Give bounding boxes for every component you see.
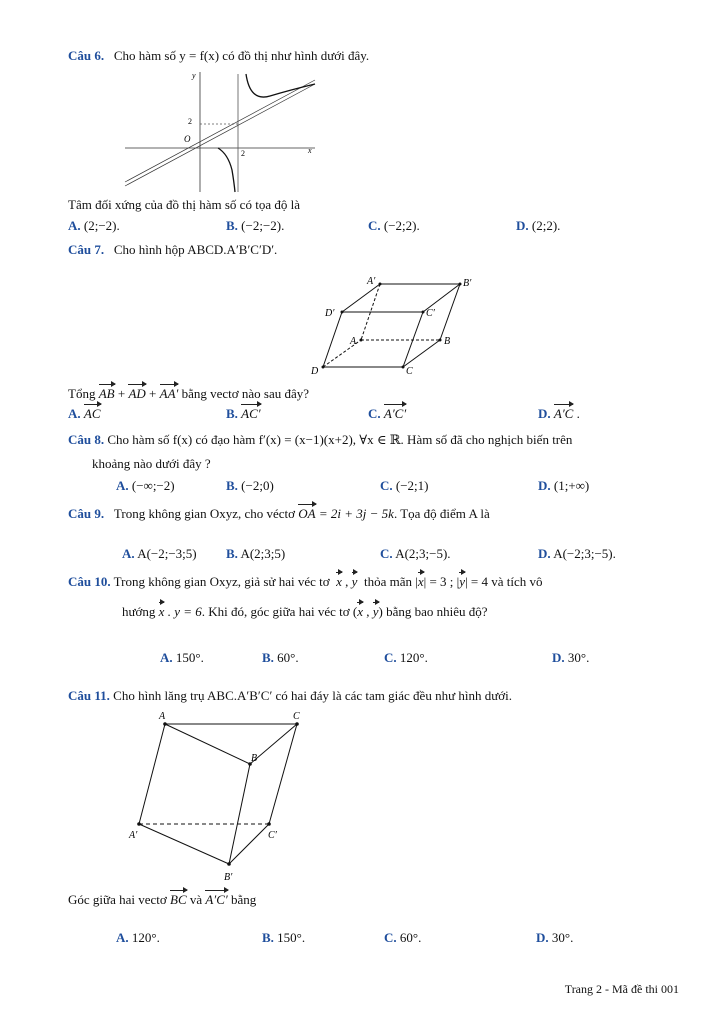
- graph-y-label: y: [192, 71, 196, 80]
- q9-option-d: D. A(−2;3;−5).: [538, 546, 616, 561]
- q11-option-c: C. 60°.: [384, 930, 422, 945]
- q8-text2: khoảng nào dưới đây ?: [92, 456, 211, 471]
- graph-tick-x: 2: [241, 149, 245, 158]
- q10-option-d: D. 30°.: [552, 650, 590, 665]
- q9-option-c: C. A(2;3;−5).: [380, 546, 451, 561]
- q8-option-d: D. (1;+∞): [538, 478, 590, 493]
- q10-option-b: B. 60°.: [262, 650, 299, 665]
- q8-line: [68, 432, 572, 448]
- q7-text: Cho hình hộp ABCD.A′B′C′D′.: [113, 242, 278, 257]
- q6-option-b: B. (−2;−2).: [226, 218, 285, 233]
- q9-option-b: B. A(2;3;5): [226, 546, 286, 561]
- q11-text: Cho hình lăng trụ ABC.A′B′C′ có hai đáy là các tam giác đều như hình dưới.: [113, 688, 513, 703]
- q7-line: [68, 242, 277, 258]
- graph-origin: O: [184, 134, 191, 144]
- q7-label: Câu 7.: [68, 242, 105, 257]
- q6-option-d: D. (2;2).: [516, 218, 561, 233]
- q10-line2: hướng x . y = 6. Khi đó, góc giữa hai véc tơ (x , y) bằng bao nhiêu độ?: [122, 604, 488, 619]
- q6-graph: [120, 70, 320, 195]
- page-footer: Trang 2 - Mã đề thi 001: [564, 982, 679, 996]
- q10-option-a: A. 150°.: [160, 650, 204, 665]
- q7-option-a: A. AC: [68, 406, 101, 421]
- q6-line: [68, 48, 369, 64]
- q8-label: Câu 8.: [68, 432, 105, 447]
- q8-option-b: B. (−2;0): [226, 478, 274, 493]
- prism-label-c: C: [293, 711, 300, 722]
- q6-option-c: C. (−2;2).: [368, 218, 420, 233]
- q7-question: Tổng AB + AD + AA′ bằng vectơ nào sau đây?: [68, 386, 310, 401]
- q7-option-b: B. AC′: [226, 406, 261, 421]
- box-label-a1: A′: [367, 276, 376, 287]
- q9-option-a: A. A(−2;−3;5): [122, 546, 197, 561]
- q11-label: Câu 11.: [68, 688, 110, 703]
- q9-line: Câu 9. Trong không gian Oxyz, cho véctơ OA = 2i + 3j − 5k. Tọa độ điểm A là: [68, 506, 490, 521]
- prism-label-a1: A′: [129, 830, 138, 841]
- box-label-c1: C′: [426, 308, 435, 319]
- q11-option-b: B. 150°.: [262, 930, 306, 945]
- box-label-d: D: [311, 366, 319, 377]
- q6-text: Cho hàm số y = f(x) có đồ thị như hình dưới đây.: [113, 48, 370, 63]
- q7-option-d: D. A′C .: [538, 406, 580, 421]
- q10-label: Câu 10.: [68, 574, 111, 589]
- q10-option-c: C. 120°.: [384, 650, 428, 665]
- q6-question: Tâm đối xứng của đồ thị hàm số có tọa độ là: [68, 197, 300, 212]
- q7-box-figure: [305, 272, 490, 382]
- box-label-a: A: [350, 336, 357, 347]
- q7-option-c: C. A′C′: [368, 406, 407, 421]
- q6-option-a: A. (2;−2).: [68, 218, 120, 233]
- prism-label-b1: B′: [224, 872, 233, 883]
- q8-option-c: C. (−2;1): [380, 478, 429, 493]
- q8-option-a: A. (−∞;−2): [116, 478, 175, 493]
- graph-tick-y: 2: [188, 117, 192, 126]
- q8-text: Cho hàm số f(x) có đạo hàm f′(x) = (x−1)(x+2), ∀x ∈ ℝ. Hàm số đã cho nghịch biến trên: [107, 432, 573, 447]
- q9-label: Câu 9.: [68, 506, 105, 521]
- q10-line1: Câu 10. Trong không gian Oxyz, giả sử hai véc tơ x , y thỏa mãn |x| = 3 ; |y| = 4 và tích vô: [68, 574, 543, 589]
- q9-vector: OA: [298, 506, 316, 521]
- q11-option-a: A. 120°.: [116, 930, 160, 945]
- q11-line: [68, 688, 512, 704]
- prism-label-b: B: [251, 753, 258, 764]
- q11-option-d: D. 30°.: [536, 930, 574, 945]
- prism-label-c1: C′: [268, 830, 277, 841]
- box-label-d1: D′: [325, 308, 335, 319]
- box-label-b1: B′: [463, 278, 472, 289]
- box-label-c: C: [406, 366, 413, 377]
- box-label-b: B: [444, 336, 451, 347]
- q11-question: Góc giữa hai vectơ BC và A′C′ bằng: [68, 892, 257, 907]
- q11-prism-figure: [125, 708, 315, 886]
- graph-x-label: x: [308, 146, 312, 155]
- prism-label-a: A: [159, 711, 166, 722]
- q6-label: Câu 6.: [68, 48, 105, 63]
